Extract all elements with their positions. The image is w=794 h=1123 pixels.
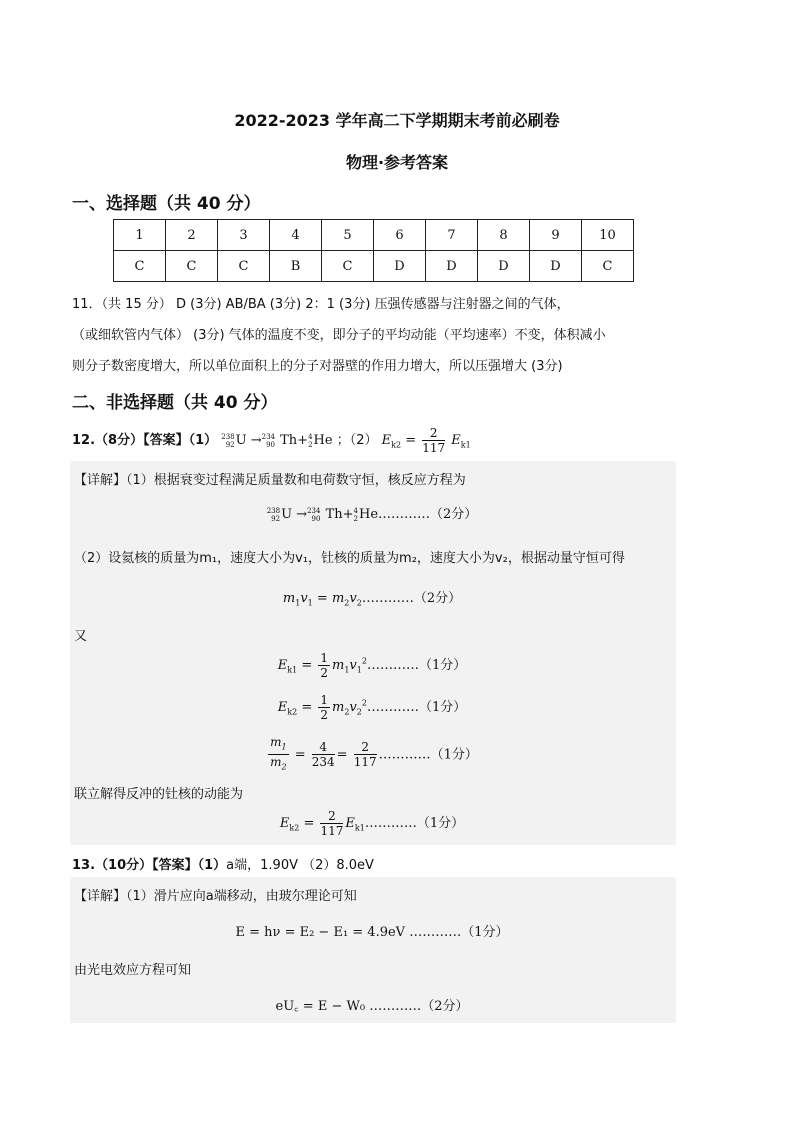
page-subtitle: 物理·参考答案 <box>345 153 449 172</box>
q13-answer: a端，1.90V （2）8.0eV <box>226 858 374 873</box>
q12-you: 又 <box>74 629 88 644</box>
table-cell: C <box>322 251 374 282</box>
q12-head: 12.（8分）【答案】（1） <box>72 433 218 448</box>
table-cell: 1 <box>114 220 166 251</box>
q13-detail1: 【详解】（1）滑片应向a端移动，由玻尔理论可知 <box>74 889 357 904</box>
table-cell: C <box>582 251 634 282</box>
table-cell: D <box>426 251 478 282</box>
section-heading-nonchoice: 二、非选择题（共 40 分） <box>72 393 278 413</box>
table-row-numbers <box>114 220 634 251</box>
q12-part2: ；（2） <box>336 433 378 448</box>
table-cell: 5 <box>322 220 374 251</box>
table-cell: D <box>374 251 426 282</box>
q12-ek-answer: $E_{k2}$ = $\frac{2}{117}$ $E_{k1}$ <box>381 426 471 455</box>
table-cell: 3 <box>218 220 270 251</box>
q12-eq-mass-ratio: $\frac{m_1}{m_2}$ = $\frac{4}{234}$ = $\frac{2}{117}$ …………（1分） <box>270 735 478 772</box>
table-cell: 10 <box>582 220 634 251</box>
q12-eq-ek2: $E_{k2}$ = $\frac{1}{2}$ $m_2v_2^2\dots\dots\dots\dots(1$分） <box>277 693 467 722</box>
q13-detail2: 由光电效应方程可知 <box>74 963 192 978</box>
table-cell: B <box>270 251 322 282</box>
q11-line3: 则分子数密度增大，所以单位面积上的分子对器壁的作用力增大，所以压强增大 (3分) <box>72 359 563 374</box>
q11-line1: 11．（共 15 分） D (3分) AB/BA (3分) 2：1 (3分) 压强传感器与注射器之间的气体， <box>72 297 570 312</box>
q12-eq-final: $E_{k2}$ = $\frac{2}{117}$ $E_{k1}\dots\dots\dots\dots(1$分） <box>279 809 465 838</box>
q12-detail-box <box>70 461 676 845</box>
q12-eq-ek1: $E_{k1}$ = $\frac{1}{2}$ $m_1v_1^2\dots\dots\dots\dots(1$分） <box>277 651 467 680</box>
q13-eq1: E = hν = E₂ − E₁ = 4.9eV …………（1分） <box>235 925 509 940</box>
table-cell: 7 <box>426 220 478 251</box>
page-title: 2022-2023 学年高二下学期期末考前必刷卷 <box>234 111 560 130</box>
q12-eq-momentum: $m_1v_1$ = $m_2v_2\dots\dots\dots\dots(2$分） <box>282 591 462 608</box>
answer-table <box>113 219 634 282</box>
q12-detail2: （2）设氦核的质量为m₁，速度大小为v₁，钍核的质量为m₂，速度大小为v₂，根据动量守恒可得 <box>74 551 625 566</box>
table-row-answers <box>114 251 634 282</box>
table-cell: D <box>530 251 582 282</box>
q13-head: 13.（10分）【答案】（1） <box>72 858 227 873</box>
q12-eq-reaction: 238 92U →234 90 Th+4 2He…………（2分） <box>266 506 478 523</box>
q12-reaction: 238 92U →234 90 Th+4 2He <box>221 432 337 449</box>
q13-eq2: eU꜀ = E − W₀ …………（2分） <box>275 999 469 1014</box>
q11-line2: （或细软管内气体） (3分) 气体的温度不变，即分子的平均动能（平均速率）不变，体积减小 <box>72 328 606 343</box>
table-cell: C <box>218 251 270 282</box>
q12-answer-line <box>72 426 471 455</box>
table-cell: 9 <box>530 220 582 251</box>
table-cell: C <box>114 251 166 282</box>
q12-detail1: 【详解】（1）根据衰变过程满足质量数和电荷数守恒，核反应方程为 <box>74 473 466 488</box>
table-cell: C <box>166 251 218 282</box>
section-heading-choice: 一、选择题（共 40 分） <box>72 194 261 214</box>
table-cell: 6 <box>374 220 426 251</box>
q13-answer-line <box>72 854 374 873</box>
table-cell: 4 <box>270 220 322 251</box>
q12-conclusion: 联立解得反冲的钍核的动能为 <box>74 787 244 802</box>
table-cell: 8 <box>478 220 530 251</box>
table-cell: 2 <box>166 220 218 251</box>
q13-detail-box <box>70 877 676 1023</box>
table-cell: D <box>478 251 530 282</box>
